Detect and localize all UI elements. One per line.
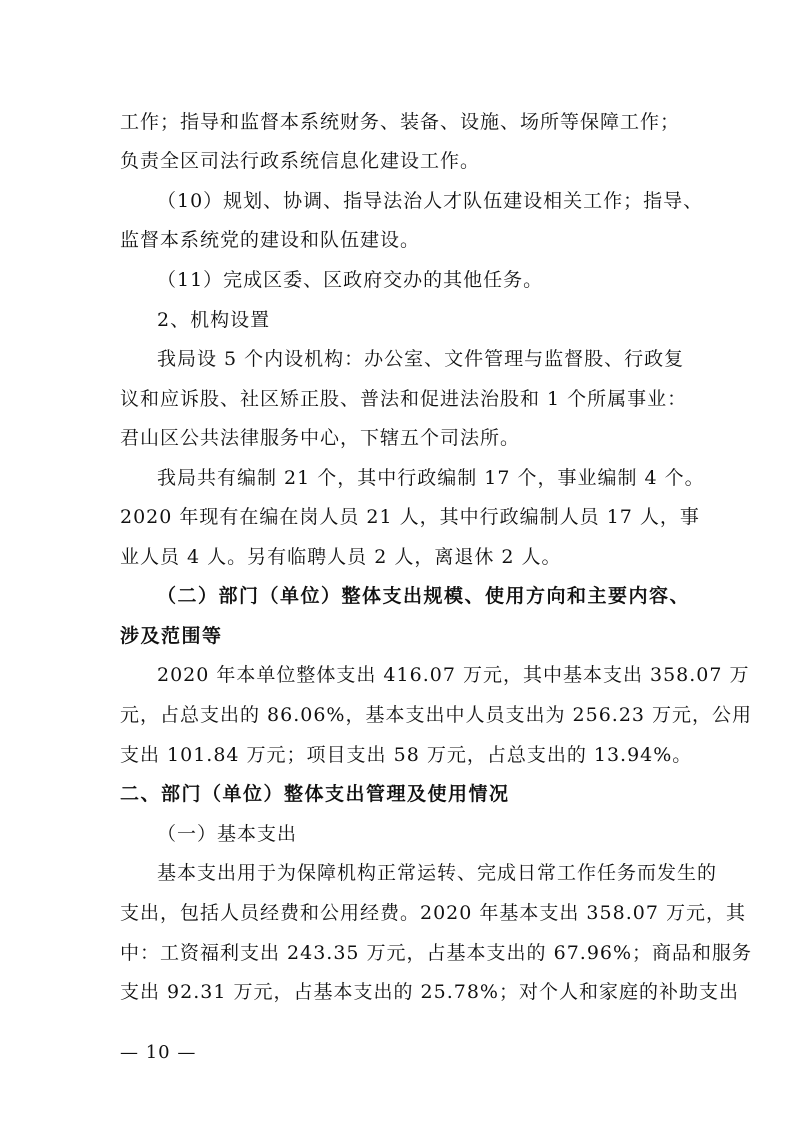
section-heading-bold: （二）部门（单位）整体支出规模、使用方向和主要内容、 (157, 585, 691, 607)
paragraph-line: 2020 年现有在编在岗人员 21 人，其中行政编制人员 17 人，事 (120, 506, 700, 528)
paragraph-line: 基本支出用于为保障机构正常运转、完成日常工作任务而发生的 (157, 862, 718, 884)
paragraph-line: 我局设 5 个内设机构：办公室、文件管理与监督股、行政复 (157, 348, 685, 370)
paragraph-line: 中：工资福利支出 243.35 万元，占基本支出的 67.96%；商品和服务 (120, 942, 753, 964)
paragraph-line: 支出，包括人员经费和公用经费。2020 年基本支出 358.07 万元，其 (120, 902, 746, 924)
paragraph-line: 支出 92.31 万元，占基本支出的 25.78%；对个人和家庭的补助支出 (120, 981, 739, 1003)
paragraph-line: 工作；指导和监督本系统财务、装备、设施、场所等保障工作； (120, 111, 681, 133)
section-heading-bold-continued: 涉及范围等 (120, 625, 223, 647)
paragraph-line: （10）规划、协调、指导法治人才队伍建设相关工作；指导、 (157, 190, 704, 212)
paragraph-line: 支出 101.84 万元；项目支出 58 万元，占总支出的 13.94%。 (120, 744, 693, 766)
paragraph-line: 业人员 4 人。另有临聘人员 2 人，离退休 2 人。 (120, 546, 562, 568)
subsection-heading: （一）基本支出 (157, 823, 298, 845)
section-heading: 2、机构设置 (157, 309, 271, 331)
paragraph-line: 监督本系统党的建设和队伍建设。 (120, 229, 421, 251)
paragraph-line: 君山区公共法律服务中心，下辖五个司法所。 (120, 427, 521, 449)
paragraph-line: 议和应诉股、社区矫正股、普法和促进法治股和 1 个所属事业： (120, 388, 688, 410)
paragraph-line: （11）完成区委、区政府交办的其他任务。 (157, 269, 544, 291)
paragraph-line: 负责全区司法行政系统信息化建设工作。 (120, 150, 481, 172)
paragraph-line: 元，占总支出的 86.06%，基本支出中人员支出为 256.23 万元，公用 (120, 704, 753, 726)
page-number: — 10 — (120, 1042, 197, 1063)
main-heading-bold: 二、部门（单位）整体支出管理及使用情况 (120, 783, 510, 805)
paragraph-line: 我局共有编制 21 个，其中行政编制 17 个，事业编制 4 个。 (157, 467, 705, 489)
paragraph-line: 2020 年本单位整体支出 416.07 万元，其中基本支出 358.07 万 (157, 664, 750, 686)
